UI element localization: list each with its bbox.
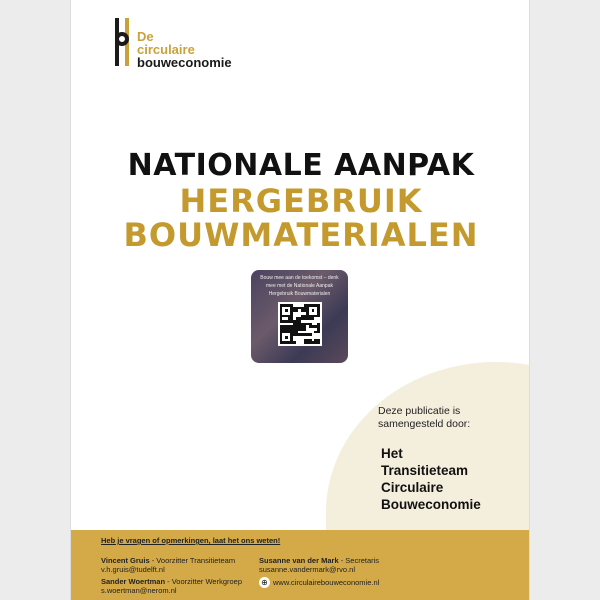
qr-code-icon[interactable] bbox=[278, 302, 322, 346]
contact-name: Vincent Gruis bbox=[101, 556, 150, 565]
logo-mark-icon bbox=[115, 18, 131, 66]
contact-item bbox=[101, 577, 242, 595]
contact-item bbox=[259, 556, 379, 574]
title-line3: BOUWMATERIALEN bbox=[123, 216, 479, 254]
org-line: Circulaire bbox=[381, 480, 444, 495]
qr-caption: Bouw mee aan de toekomst – denk mee met de Nationale Aanpak Hergebruik Bouwmaterialen bbox=[260, 275, 339, 297]
globe-icon: ⊕ bbox=[259, 577, 270, 588]
organization-name bbox=[381, 445, 481, 513]
feedback-link[interactable]: Heb je vragen of opmerkingen, laat het ons weten! bbox=[101, 536, 281, 545]
website[interactable] bbox=[259, 577, 379, 588]
qr-card[interactable] bbox=[251, 270, 348, 363]
logo bbox=[115, 18, 232, 69]
contact-name: Susanne van der Mark bbox=[259, 556, 339, 565]
contact-email[interactable]: susanne.vandermark@rvo.nl bbox=[259, 565, 355, 574]
logo-line1: De bbox=[137, 29, 154, 44]
contact-name: Sander Woertman bbox=[101, 577, 166, 586]
publication-text: Deze publicatie is samengesteld door: bbox=[378, 405, 471, 430]
contact-email[interactable]: v.h.gruis@tudelft.nl bbox=[101, 565, 165, 574]
contact-role: - Voorzitter Transitieteam bbox=[149, 556, 236, 565]
org-line: Het bbox=[381, 446, 403, 461]
title-line1: NATIONALE AANPAK bbox=[127, 148, 475, 183]
contact-item bbox=[101, 556, 235, 574]
website-link[interactable]: www.circulairebouweconomie.nl bbox=[273, 578, 380, 587]
logo-line2: circulaire bbox=[137, 42, 195, 57]
footer bbox=[71, 530, 530, 600]
title-subtitle bbox=[71, 184, 530, 252]
contact-email[interactable]: s.woertman@nerom.nl bbox=[101, 586, 177, 595]
document-page bbox=[70, 0, 530, 600]
title-line2: HERGEBRUIK bbox=[179, 182, 423, 220]
contact-role: - Secretaris bbox=[338, 556, 380, 565]
logo-line3: bouweconomie bbox=[137, 55, 232, 70]
org-line: Transitieteam bbox=[381, 463, 469, 478]
org-line: Bouweconomie bbox=[381, 497, 481, 512]
contact-role: - Voorzitter Werkgroep bbox=[165, 577, 243, 586]
